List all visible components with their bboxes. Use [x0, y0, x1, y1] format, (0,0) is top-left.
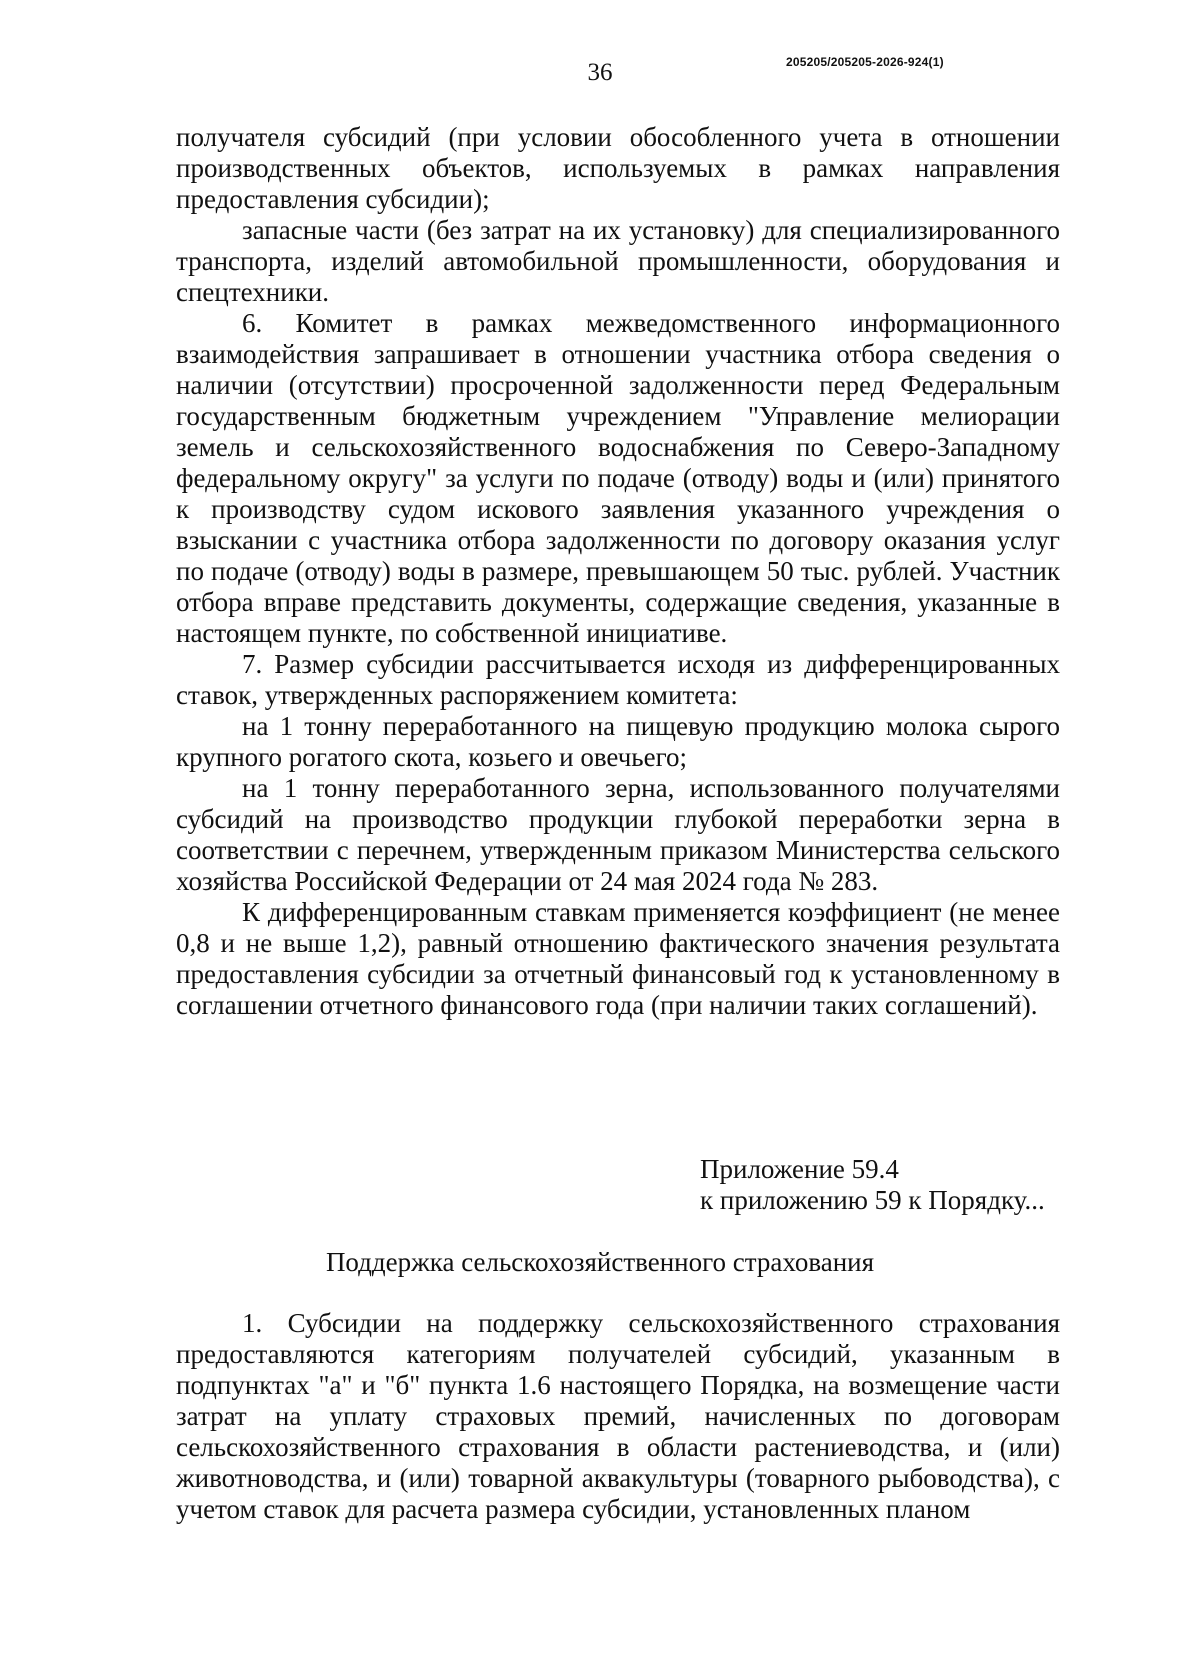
section-title: Поддержка сельскохозяйственного страхования	[325, 1247, 875, 1277]
paragraph: К дифференцированным ставкам применяется коэффициент (не менее 0,8 и не выше 1,2), равный отношению фактического значения результата предоставления субсидии за отчетный финансовый год к установленному в соглашении отчетного финансового года (при наличии таких соглашений).	[176, 897, 1060, 1020]
page-number: 36	[587, 59, 613, 86]
document-body	[176, 122, 1060, 1021]
appendix-reference	[700, 1154, 1080, 1216]
paragraph-item-6: 6. Комитет в рамках межведомственного информационного взаимодействия запрашивает в отношении участника отбора сведения о наличии (отсутствии) просроченной задолженности перед Федеральным государственным бюджетным учреждением "Управление мелиорации земель и сельскохозяйственного водоснабжения по Северо-Западному федеральному округу" за услуги по подаче (отводу) воды и (или) принятого к производству судом искового заявления указанного учреждения о взыскании с участника отбора задолженности по договору оказания услуг по подаче (отводу) воды в размере, превышающем 50 тыс. рублей. Участник отбора вправе представить документы, содержащие сведения, указанные в настоящем пункте, по собственной инициативе.	[176, 308, 1060, 648]
appendix-line: к приложению 59 к Порядку...	[700, 1185, 1045, 1215]
paragraph: получателя субсидий (при условии обособленного учета в отношении производственных объектов, используемых в рамках направления предоставления субсидии);	[176, 122, 1060, 214]
paragraph-item-1: 1. Субсидии на поддержку сельскохозяйственного страхования предоставляются категориям получателей субсидий, указанным в подпунктах "а" и "б" пункта 1.6 настоящего Порядка, на возмещение части затрат на уплату страховых премий, начисленных по договорам сельскохозяйственного страхования в области растениеводства, и (или) животноводства, и (или) товарной аквакультуры (товарного рыбоводства), с учетом ставок для расчета размера субсидии, установленных планом	[176, 1308, 1060, 1524]
document-code: 205205/205205-2026-924(1)	[786, 55, 944, 69]
paragraph: на 1 тонну переработанного на пищевую продукцию молока сырого крупного рогатого скота, козьего и овечьего;	[176, 711, 1060, 772]
paragraph: запасные части (без затрат на их установку) для специализированного транспорта, изделий автомобильной промышленности, оборудования и спецтехники.	[176, 215, 1060, 307]
section-body	[176, 1308, 1060, 1525]
paragraph: на 1 тонну переработанного зерна, использованного получателями субсидий на производство продукции глубокой переработки зерна в соответствии с перечнем, утвержденным приказом Министерства сельского хозяйства Российской Федерации от 24 мая 2024 года № 283.	[176, 773, 1060, 896]
appendix-line: Приложение 59.4	[700, 1154, 899, 1184]
paragraph-item-7: 7. Размер субсидии рассчитывается исходя из дифференцированных ставок, утвержденных распоряжением комитета:	[176, 649, 1060, 710]
